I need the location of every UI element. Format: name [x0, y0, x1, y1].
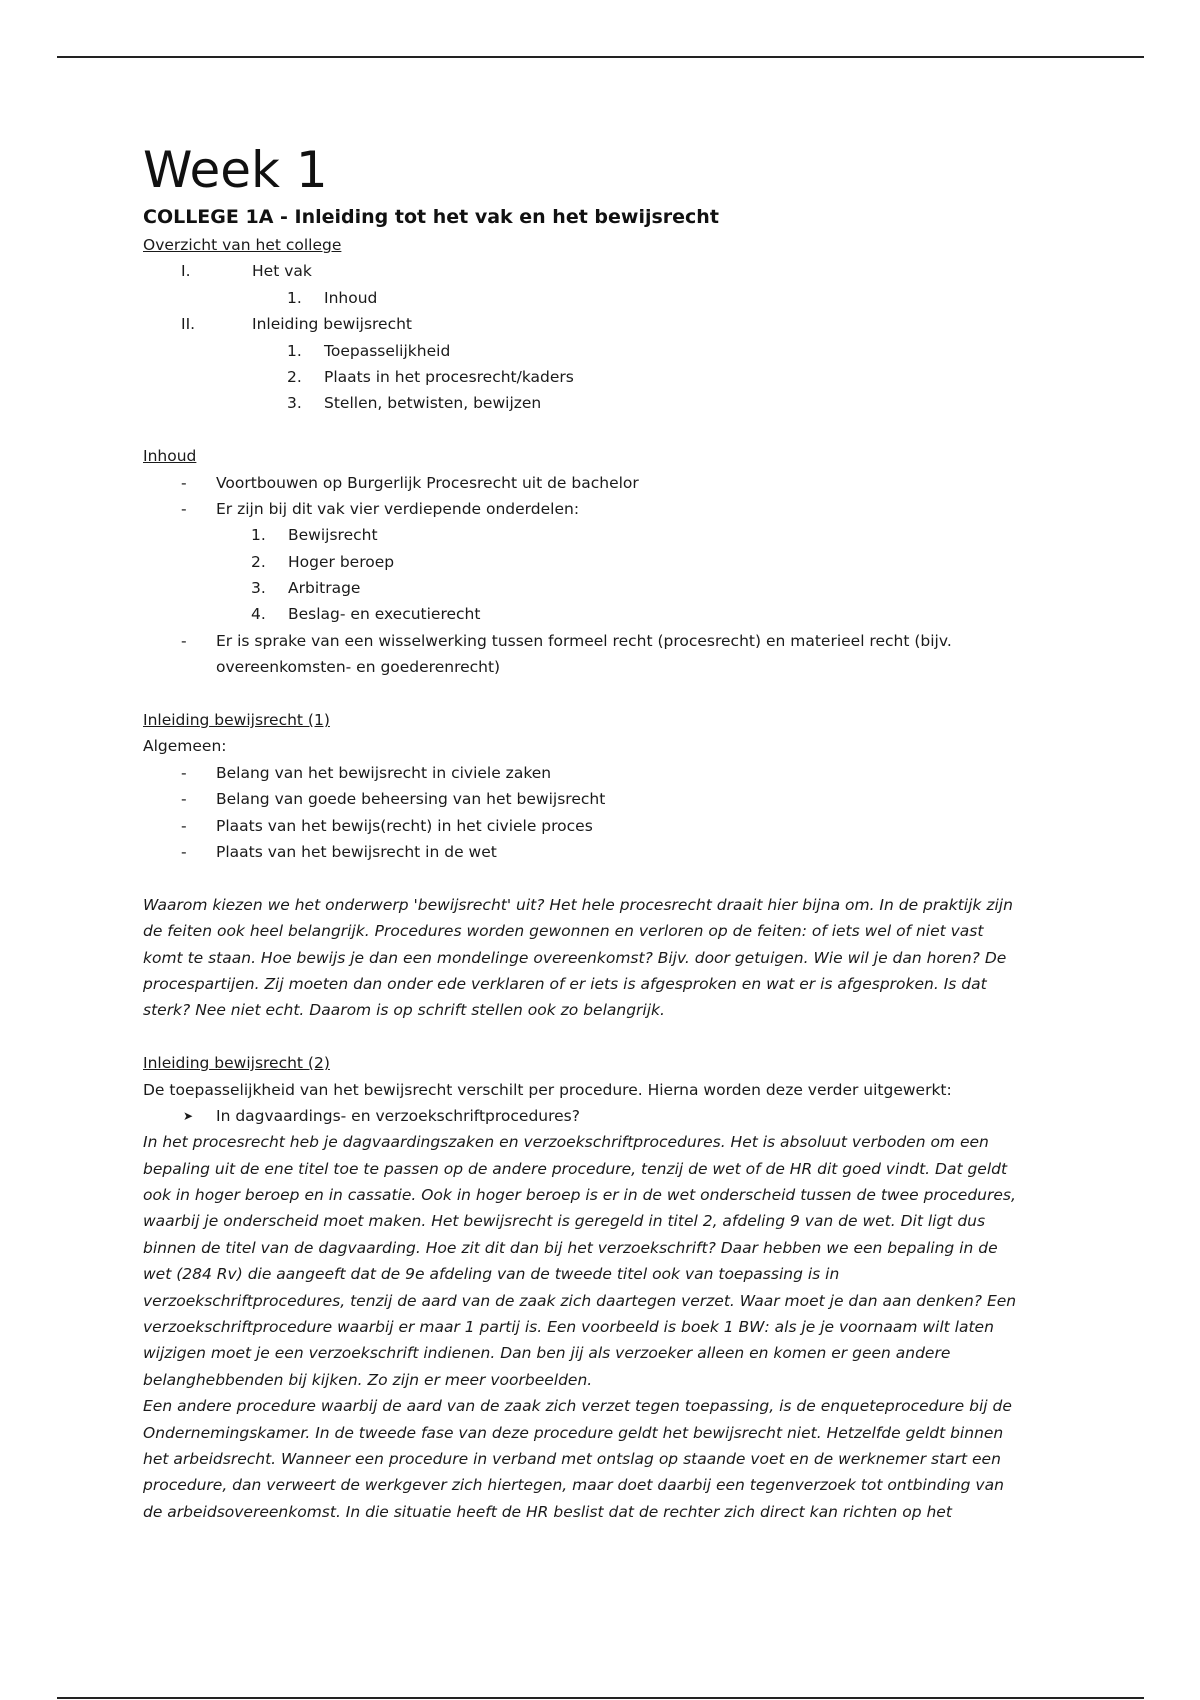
dash-bullet: - — [181, 816, 187, 835]
outline-marker: 3. — [287, 394, 302, 413]
inhoud-heading: Inhoud — [143, 447, 197, 466]
bullet-item — [143, 839, 1063, 865]
outline-label: Stellen, betwisten, bewijzen — [324, 394, 542, 413]
footer-rule — [57, 1697, 1144, 1699]
number-marker: 1. — [251, 526, 266, 545]
note-line: In het procesrecht heb je dagvaardingszaken en verzoekschriftprocedures. Het is absoluut verboden om een — [143, 1133, 989, 1152]
dash-bullet: - — [181, 842, 187, 861]
outline-label: Het vak — [252, 262, 312, 281]
arrow-item — [143, 1103, 1063, 1129]
bullet-text: Voortbouwen op Burgerlijk Procesrecht uit de bachelor — [216, 473, 639, 492]
outline-subitem — [143, 390, 1063, 416]
spacer — [143, 865, 1063, 891]
note-line: procedure, dan verweert de werkgever zich hiertegen, maar doet daarbij een tegenverzoek tot ontbinding van — [143, 1476, 1004, 1495]
bullet-item — [143, 813, 1063, 839]
bullet-item — [143, 470, 1063, 496]
dash-bullet: - — [181, 763, 187, 782]
note-line: komt te staan. Hoe bewijs je dan een mondelinge overeenkomst? Bijv. door getuigen. Wie wil je dan horen? De — [143, 948, 1007, 967]
section1-subheading: Algemeen: — [143, 737, 227, 756]
numbered-text: Hoger beroep — [288, 552, 395, 571]
number-marker: 2. — [251, 552, 266, 571]
numbered-text: Bewijsrecht — [288, 526, 378, 545]
spacer — [143, 417, 1063, 443]
page-title: Week 1 — [143, 141, 328, 199]
bullet-text: Belang van goede beheersing van het bewijsrecht — [216, 790, 606, 809]
bullet-text: Er is sprake van een wisselwerking tussen formeel recht (procesrecht) en materieel recht (bijv. — [216, 631, 952, 650]
arrow-bullet-icon: ➤ — [183, 1108, 194, 1123]
outline-label: Plaats in het procesrecht/kaders — [324, 367, 574, 386]
outline-subitem — [143, 364, 1063, 390]
dash-bullet: - — [181, 790, 187, 809]
number-marker: 4. — [251, 605, 266, 624]
note-line: ook in hoger beroep en in cassatie. Ook in hoger beroep is er in de wet onderscheid tussen de twee procedures, — [143, 1186, 1016, 1205]
bullet-continuation — [143, 654, 1063, 680]
section2-heading: Inleiding bewijsrecht (2) — [143, 1054, 330, 1073]
outline-subitem — [143, 338, 1063, 364]
note-line: verzoekschriftprocedures, tenzij de aard van de zaak zich daartegen verzet. Waar moet je dan aan denken? Een — [143, 1291, 1017, 1310]
note-line: binnen de titel van de dagvaarding. Hoe zit dit dan bij het verzoekschrift? Daar hebben we een bepaling in de — [143, 1238, 998, 1257]
outline-item — [143, 258, 1063, 284]
note-line: het arbeidsrecht. Wanneer een procedure in verband met ontslag op staande voet en de werknemer start een — [143, 1449, 1001, 1468]
note-line: procespartijen. Zij moeten dan onder ede verklaren of er iets is afgesproken en wat er is afgesproken. Is dat — [143, 974, 987, 993]
numbered-text: Beslag- en executierecht — [288, 605, 481, 624]
dash-bullet: - — [181, 473, 187, 492]
document-body — [143, 140, 1063, 1525]
bullet-text: Belang van het bewijsrecht in civiele zaken — [216, 763, 552, 782]
numbered-item — [143, 549, 1063, 575]
numbered-item — [143, 575, 1063, 601]
section1-note — [143, 892, 1063, 1024]
note-line: belanghebbenden bij kijken. Zo zijn er meer voorbeelden. — [143, 1370, 593, 1389]
bullet-text: Plaats van het bewijs(recht) in het civiele proces — [216, 816, 593, 835]
bullet-text: Plaats van het bewijsrecht in de wet — [216, 842, 497, 861]
section1-heading: Inleiding bewijsrecht (1) — [143, 711, 330, 730]
outline-label: Inleiding bewijsrecht — [252, 315, 413, 334]
numbered-item — [143, 522, 1063, 548]
bullet-item — [143, 496, 1063, 522]
bullet-item — [143, 786, 1063, 812]
note-line: bepaling uit de ene titel toe te passen op de andere procedure, tenzij de wet of de HR dit goed vindt. Dat geldt — [143, 1159, 1008, 1178]
dash-bullet: - — [181, 499, 187, 518]
note-line: wijzigen moet je een verzoekschrift indienen. Dan ben jij als verzoeker alleen en komen er geen andere — [143, 1344, 951, 1363]
number-marker: 3. — [251, 579, 266, 598]
note-line: Een andere procedure waarbij de aard van de zaak zich verzet tegen toepassing, is de enqueteprocedure bij de — [143, 1397, 1012, 1416]
outline-marker: II. — [181, 315, 196, 334]
header-rule — [57, 56, 1144, 58]
overview-heading: Overzicht van het college — [143, 236, 342, 254]
bullet-text: overeenkomsten- en goederenrecht) — [216, 658, 501, 677]
note-line: sterk? Nee niet echt. Daarom is op schrift stellen ook zo belangrijk. — [143, 1001, 665, 1020]
college-heading: COLLEGE 1A - Inleiding tot het vak en het bewijsrecht — [143, 206, 719, 228]
note-line: de arbeidsovereenkomst. In die situatie heeft de HR beslist dat de rechter zich direct kan richten op het — [143, 1502, 952, 1521]
section2-intro: De toepasselijkheid van het bewijsrecht verschilt per procedure. Hierna worden deze verder uitgewerkt: — [143, 1080, 952, 1099]
note-line: wet (284 Rv) die aangeeft dat de 9e afdeling van de tweede titel ook van toepassing is in — [143, 1265, 840, 1284]
outline-subitem — [143, 285, 1063, 311]
note-line: Waarom kiezen we het onderwerp 'bewijsrecht' uit? Het hele procesrecht draait hier bijna om. In de praktijk zijn — [143, 895, 1013, 914]
spacer — [143, 1024, 1063, 1050]
numbered-text: Arbitrage — [288, 579, 361, 598]
note-line: waarbij je onderscheid moet maken. Het bewijsrecht is geregeld in titel 2, afdeling 9 van de wet. Dit ligt dus — [143, 1212, 986, 1231]
note-line: de feiten ook heel belangrijk. Procedures worden gewonnen en verloren op de feiten: of iets wel of niet vast — [143, 922, 984, 941]
section2-note — [143, 1129, 1063, 1525]
outline-label: Inhoud — [324, 288, 378, 307]
dash-bullet: - — [181, 631, 187, 650]
outline-marker: 1. — [287, 288, 302, 307]
note-line: verzoekschriftprocedure waarbij er maar 1 partij is. Een voorbeeld is boek 1 BW: als je je voornaam wilt laten — [143, 1318, 994, 1337]
arrow-item-text: In dagvaardings- en verzoekschriftprocedures? — [216, 1106, 580, 1125]
bullet-item — [143, 760, 1063, 786]
outline-marker: 1. — [287, 341, 302, 360]
outline-item — [143, 311, 1063, 337]
numbered-item — [143, 601, 1063, 627]
outline-marker: I. — [181, 262, 191, 281]
spacer — [143, 681, 1063, 707]
outline-label: Toepasselijkheid — [324, 341, 451, 360]
outline-marker: 2. — [287, 367, 302, 386]
note-line: Ondernemingskamer. In de tweede fase van deze procedure geldt het bewijsrecht niet. Hetzelfde geldt binnen — [143, 1423, 1004, 1442]
bullet-text: Er zijn bij dit vak vier verdiepende onderdelen: — [216, 499, 580, 518]
bullet-item — [143, 628, 1063, 654]
